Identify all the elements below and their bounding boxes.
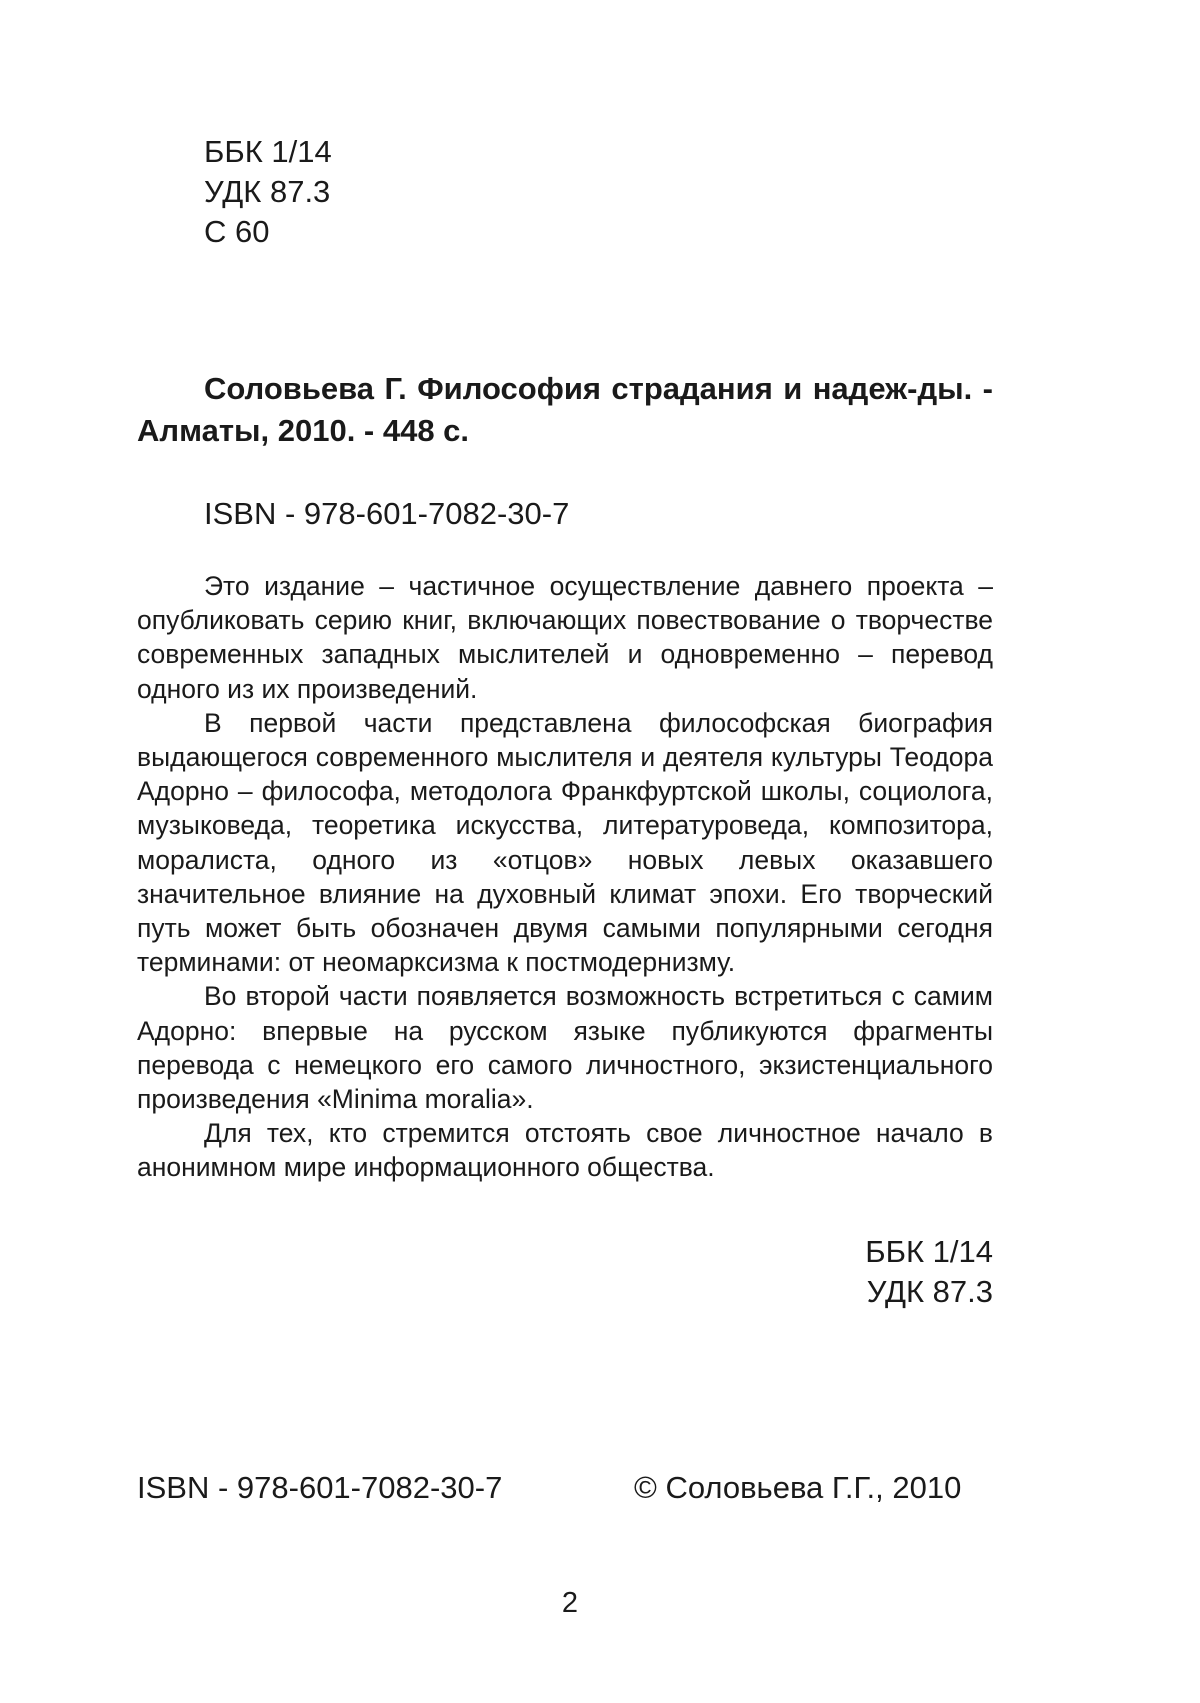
copyright-notice: © Соловьева Г.Г., 2010: [634, 1470, 962, 1505]
bbk-code: ББК 1/14: [865, 1234, 993, 1269]
annotation-paragraph: Это издание – частичное осуществление давнего проекта – опубликовать серию книг, включающих повествование о творчестве современных западных мыслителей и одновременно – перевод одного из их произведений.: [137, 571, 993, 704]
author-mark: С 60: [204, 214, 270, 249]
udk-code: УДК 87.3: [204, 174, 331, 209]
bibliographic-entry: Соловьева Г. Философия страдания и надеж-ды. - Алматы, 2010. - 448 с.: [137, 371, 993, 448]
annotation-paragraph: Во второй части появляется возможность встретиться с самим Адорно: впервые на русском языке публикуются фрагменты перевода с немецкого его самого личностного, экзистенциального произведения «Minima moralia».: [137, 981, 993, 1115]
isbn-top: ISBN - 978-601-7082-30-7: [204, 496, 570, 531]
isbn-bottom: ISBN - 978-601-7082-30-7: [137, 1470, 503, 1505]
udk-code: УДК 87.3: [866, 1274, 993, 1309]
page-number: 2: [561, 1587, 579, 1619]
bbk-code: ББК 1/14: [204, 134, 332, 169]
annotation-paragraph: Для тех, кто стремится отстоять свое личностное начало в анонимном мире информационного общества.: [137, 1118, 993, 1183]
classification-codes-bottom: [856, 1232, 993, 1312]
classification-codes-top: [204, 132, 332, 252]
annotation-paragraph: В первой части представлена философская биография выдающегося современного мыслителя и деятеля культуры Теодора Адорно – философа, методолога Франкфуртской школы, социолога, музыковеда, теоретика искусства, литературоведа, композитора, моралиста, одного из «отцов» новых левых оказавшего значительное влияние на духовный климат эпохи. Его творческий путь может быть обозначен двумя самыми популярными сегодня терминами: от неомарксизма к постмодернизму.: [137, 707, 993, 978]
annotation: [137, 569, 993, 1185]
